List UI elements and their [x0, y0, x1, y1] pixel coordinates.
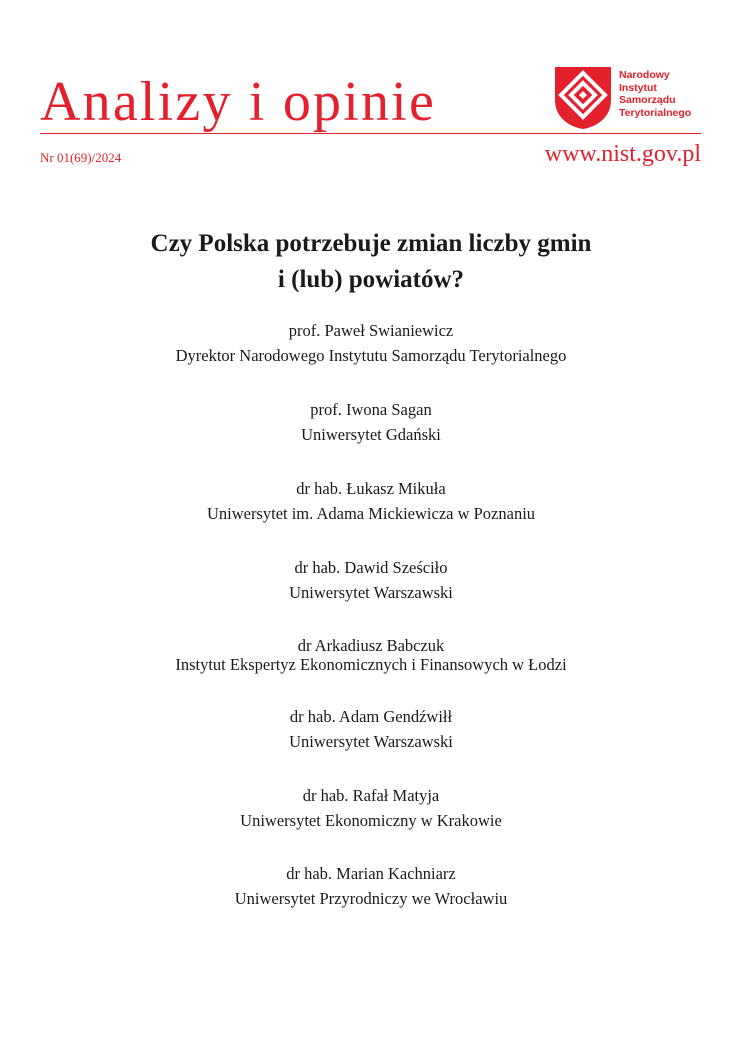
author-name: dr hab. Adam Gendźwiłł [289, 707, 453, 726]
author-block [0, 636, 742, 674]
author-block [0, 707, 742, 751]
author-affiliation: Uniwersytet im. Adama Mickiewicza w Poznaniu [206, 504, 536, 523]
author-block [0, 321, 742, 365]
author-block [0, 400, 742, 444]
author-name: dr hab. Rafał Matyja [302, 786, 440, 805]
author-block [0, 786, 742, 830]
website-url: www.nist.gov.pl [544, 141, 701, 167]
author-affiliation: Uniwersytet Gdański [301, 425, 441, 444]
author-block [0, 479, 742, 523]
document-title-line: i (lub) powiatów? [277, 266, 465, 293]
author-affiliation: Uniwersytet Ekonomiczny w Krakowie [240, 811, 502, 830]
author-block [0, 558, 742, 602]
logo-wordmark [619, 69, 691, 119]
author-name: dr hab. Dawid Sześciło [294, 558, 448, 577]
author-name: dr Arkadiusz Babczuk [297, 636, 445, 655]
author-name: dr hab. Łukasz Mikuła [296, 479, 446, 498]
author-affiliation: Uniwersytet Warszawski [289, 732, 453, 751]
logo-text-line: Narodowy [619, 69, 670, 81]
issue-number: Nr 01(69)/2024 [40, 150, 122, 165]
series-title: Analizy i opinie [40, 71, 437, 133]
document-title-line: Czy Polska potrzebuje zmian liczby gmin [150, 230, 592, 257]
logo-text-line: Instytut [619, 81, 657, 94]
author-name: prof. Paweł Swianiewicz [288, 321, 454, 340]
author-name: dr hab. Marian Kachniarz [286, 864, 456, 883]
author-affiliation: Uniwersytet Przyrodniczy we Wrocławiu [234, 889, 508, 908]
author-block [0, 864, 742, 908]
logo-text-line: Samorządu [619, 94, 676, 107]
author-name: prof. Iwona Sagan [310, 400, 432, 419]
header-divider [40, 133, 701, 134]
nist-shield-logo-icon [552, 64, 614, 130]
document-title [0, 226, 742, 298]
author-affiliation: Uniwersytet Warszawski [289, 583, 453, 602]
author-affiliation: Instytut Ekspertyz Ekonomicznych i Finansowych w Łodzi [175, 655, 567, 674]
author-affiliation: Dyrektor Narodowego Instytutu Samorządu Terytorialnego [175, 346, 567, 365]
logo-text-line: Terytorialnego [619, 106, 692, 119]
